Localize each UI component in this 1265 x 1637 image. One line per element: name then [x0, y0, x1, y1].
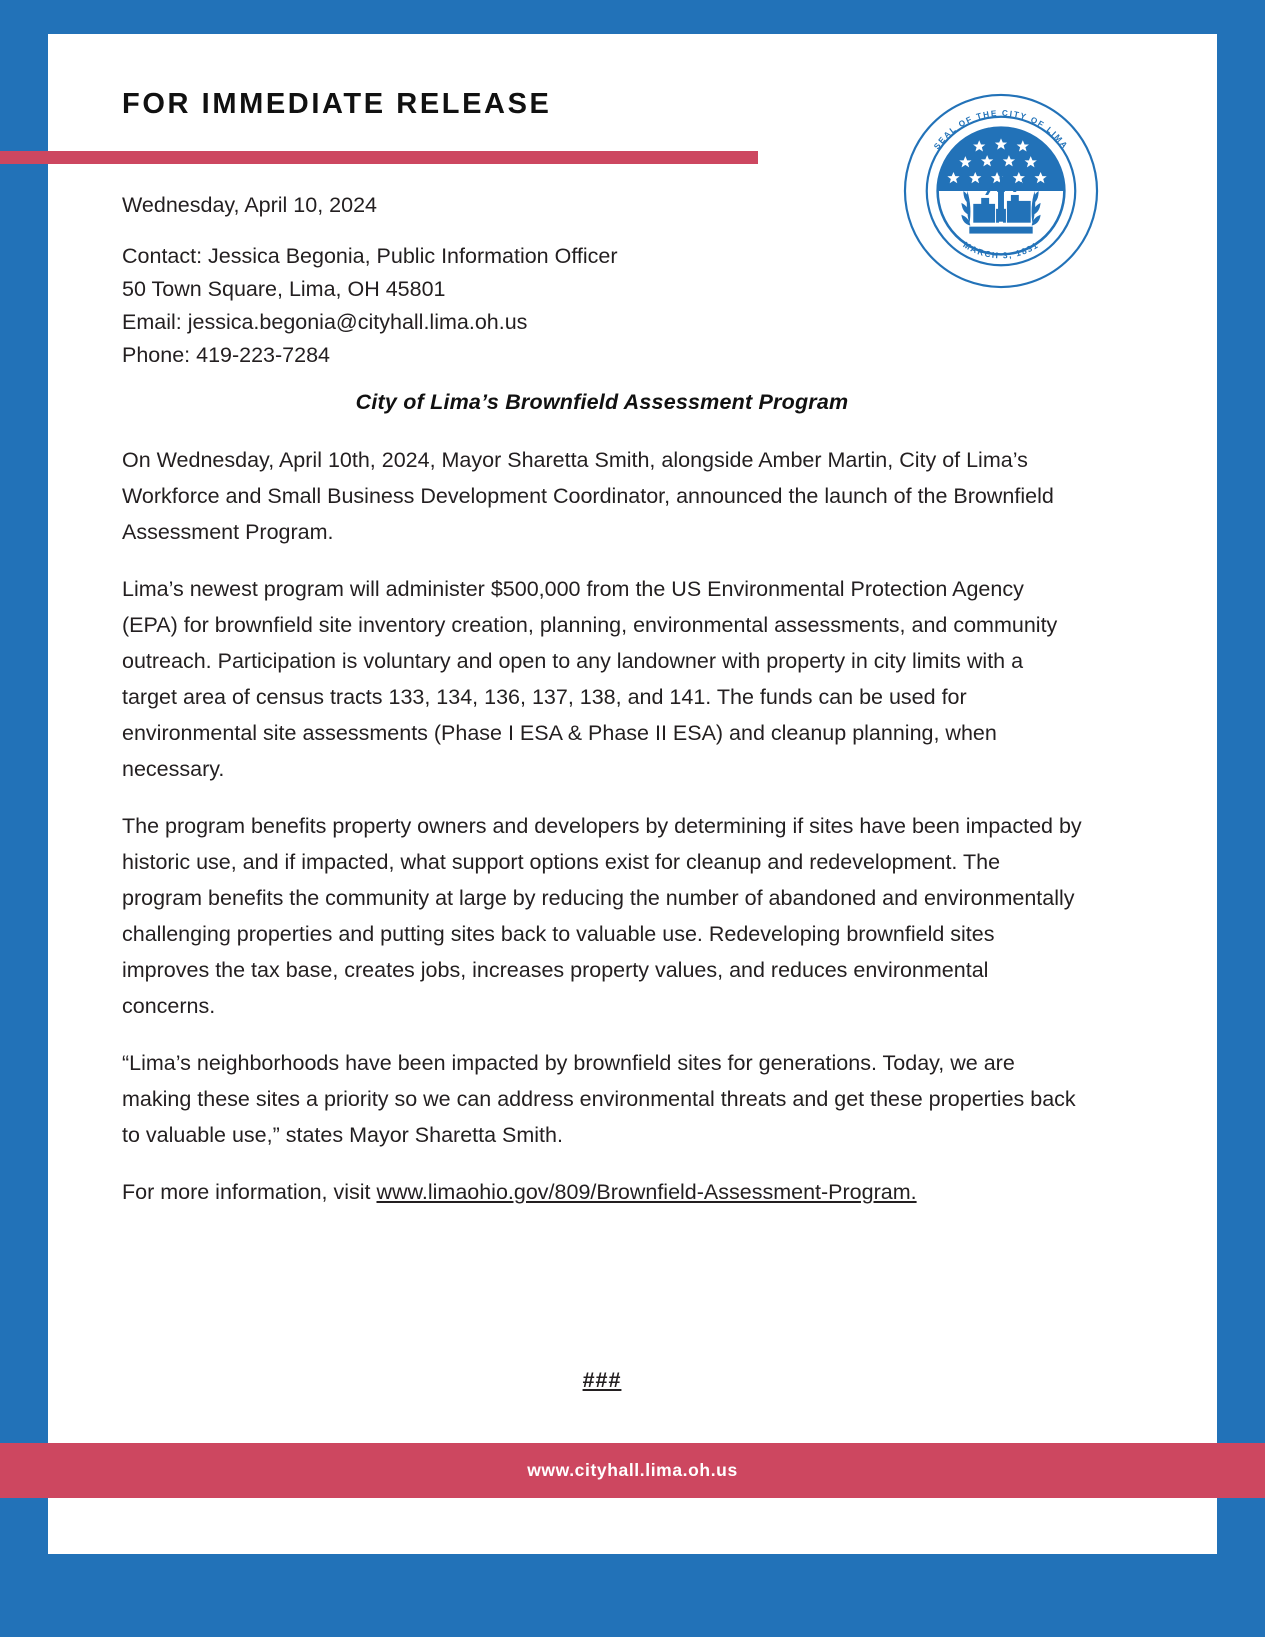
page-title: FOR IMMEDIATE RELEASE — [122, 88, 552, 120]
brownfield-program-link[interactable]: www.limaohio.gov/809/Brownfield-Assessment-Program. — [376, 1180, 917, 1204]
end-mark: ### — [582, 1368, 622, 1392]
paragraph-1: On Wednesday, April 10th, 2024, Mayor Sharetta Smith, alongside Amber Martin, City of Lima’s Workforce and Small Business Development Coordinator, announced the launch of the Brownfield Assessment Program. — [122, 448, 1054, 544]
paragraph-3: The program benefits property owners and developers by determining if sites have been impacted by historic use, and if impacted, what support options exist for cleanup and redevelopment. The program benefits the community at large by reducing the number of abandoned and environmentally challenging properties and putting sites back to valuable use. Redeveloping brownfield sites improves the tax base, creates jobs, increases property values, and reduces environmental concerns. — [122, 814, 1082, 1018]
contact-address-line: 50 Town Square, Lima, OH 45801 — [122, 277, 446, 301]
more-info-prefix: For more information, visit — [122, 1180, 377, 1204]
contact-email-line: Email: jessica.begonia@cityhall.lima.oh.us — [122, 310, 528, 334]
contact-block — [122, 240, 618, 372]
seal-top-text: SEAL OF THE CITY OF LIMA — [932, 108, 1070, 152]
paragraph-5 — [122, 1174, 1082, 1210]
footer-band — [0, 1443, 1265, 1498]
header-accent-rule — [0, 151, 758, 164]
release-date: Wednesday, April 10, 2024 — [122, 193, 377, 217]
body-copy — [122, 442, 1082, 1210]
city-seal-logo — [902, 92, 1100, 290]
contact-phone-line: Phone: 419-223-7284 — [122, 343, 331, 367]
paragraph-2: Lima’s newest program will administer $500,000 from the US Environmental Protection Agency (EPA) for brownfield site inventory creation, planning, environmental assessments, and community outreach. Participation is voluntary and open to any landowner with property in city limits with a target area of census tracts 133, 134, 136, 137, 138, and 141. The funds can be used for environmental site assessments (Phase I ESA & Phase II ESA) and cleanup planning, when necessary. — [122, 577, 1058, 781]
footer-url[interactable]: www.cityhall.lima.oh.us — [527, 1460, 738, 1480]
subject-heading: City of Lima’s Brownfield Assessment Program — [355, 390, 849, 414]
seal-bottom-text: MARCH 3, 1831 — [961, 239, 1041, 261]
paragraph-4: “Lima’s neighborhoods have been impacted by brownfield sites for generations. Today, we are making these sites a priority so we can address environmental threats and get these properties back to valuable use,” states Mayor Sharetta Smith. — [122, 1051, 1076, 1147]
contact-name-line: Contact: Jessica Begonia, Public Information Officer — [122, 244, 618, 268]
